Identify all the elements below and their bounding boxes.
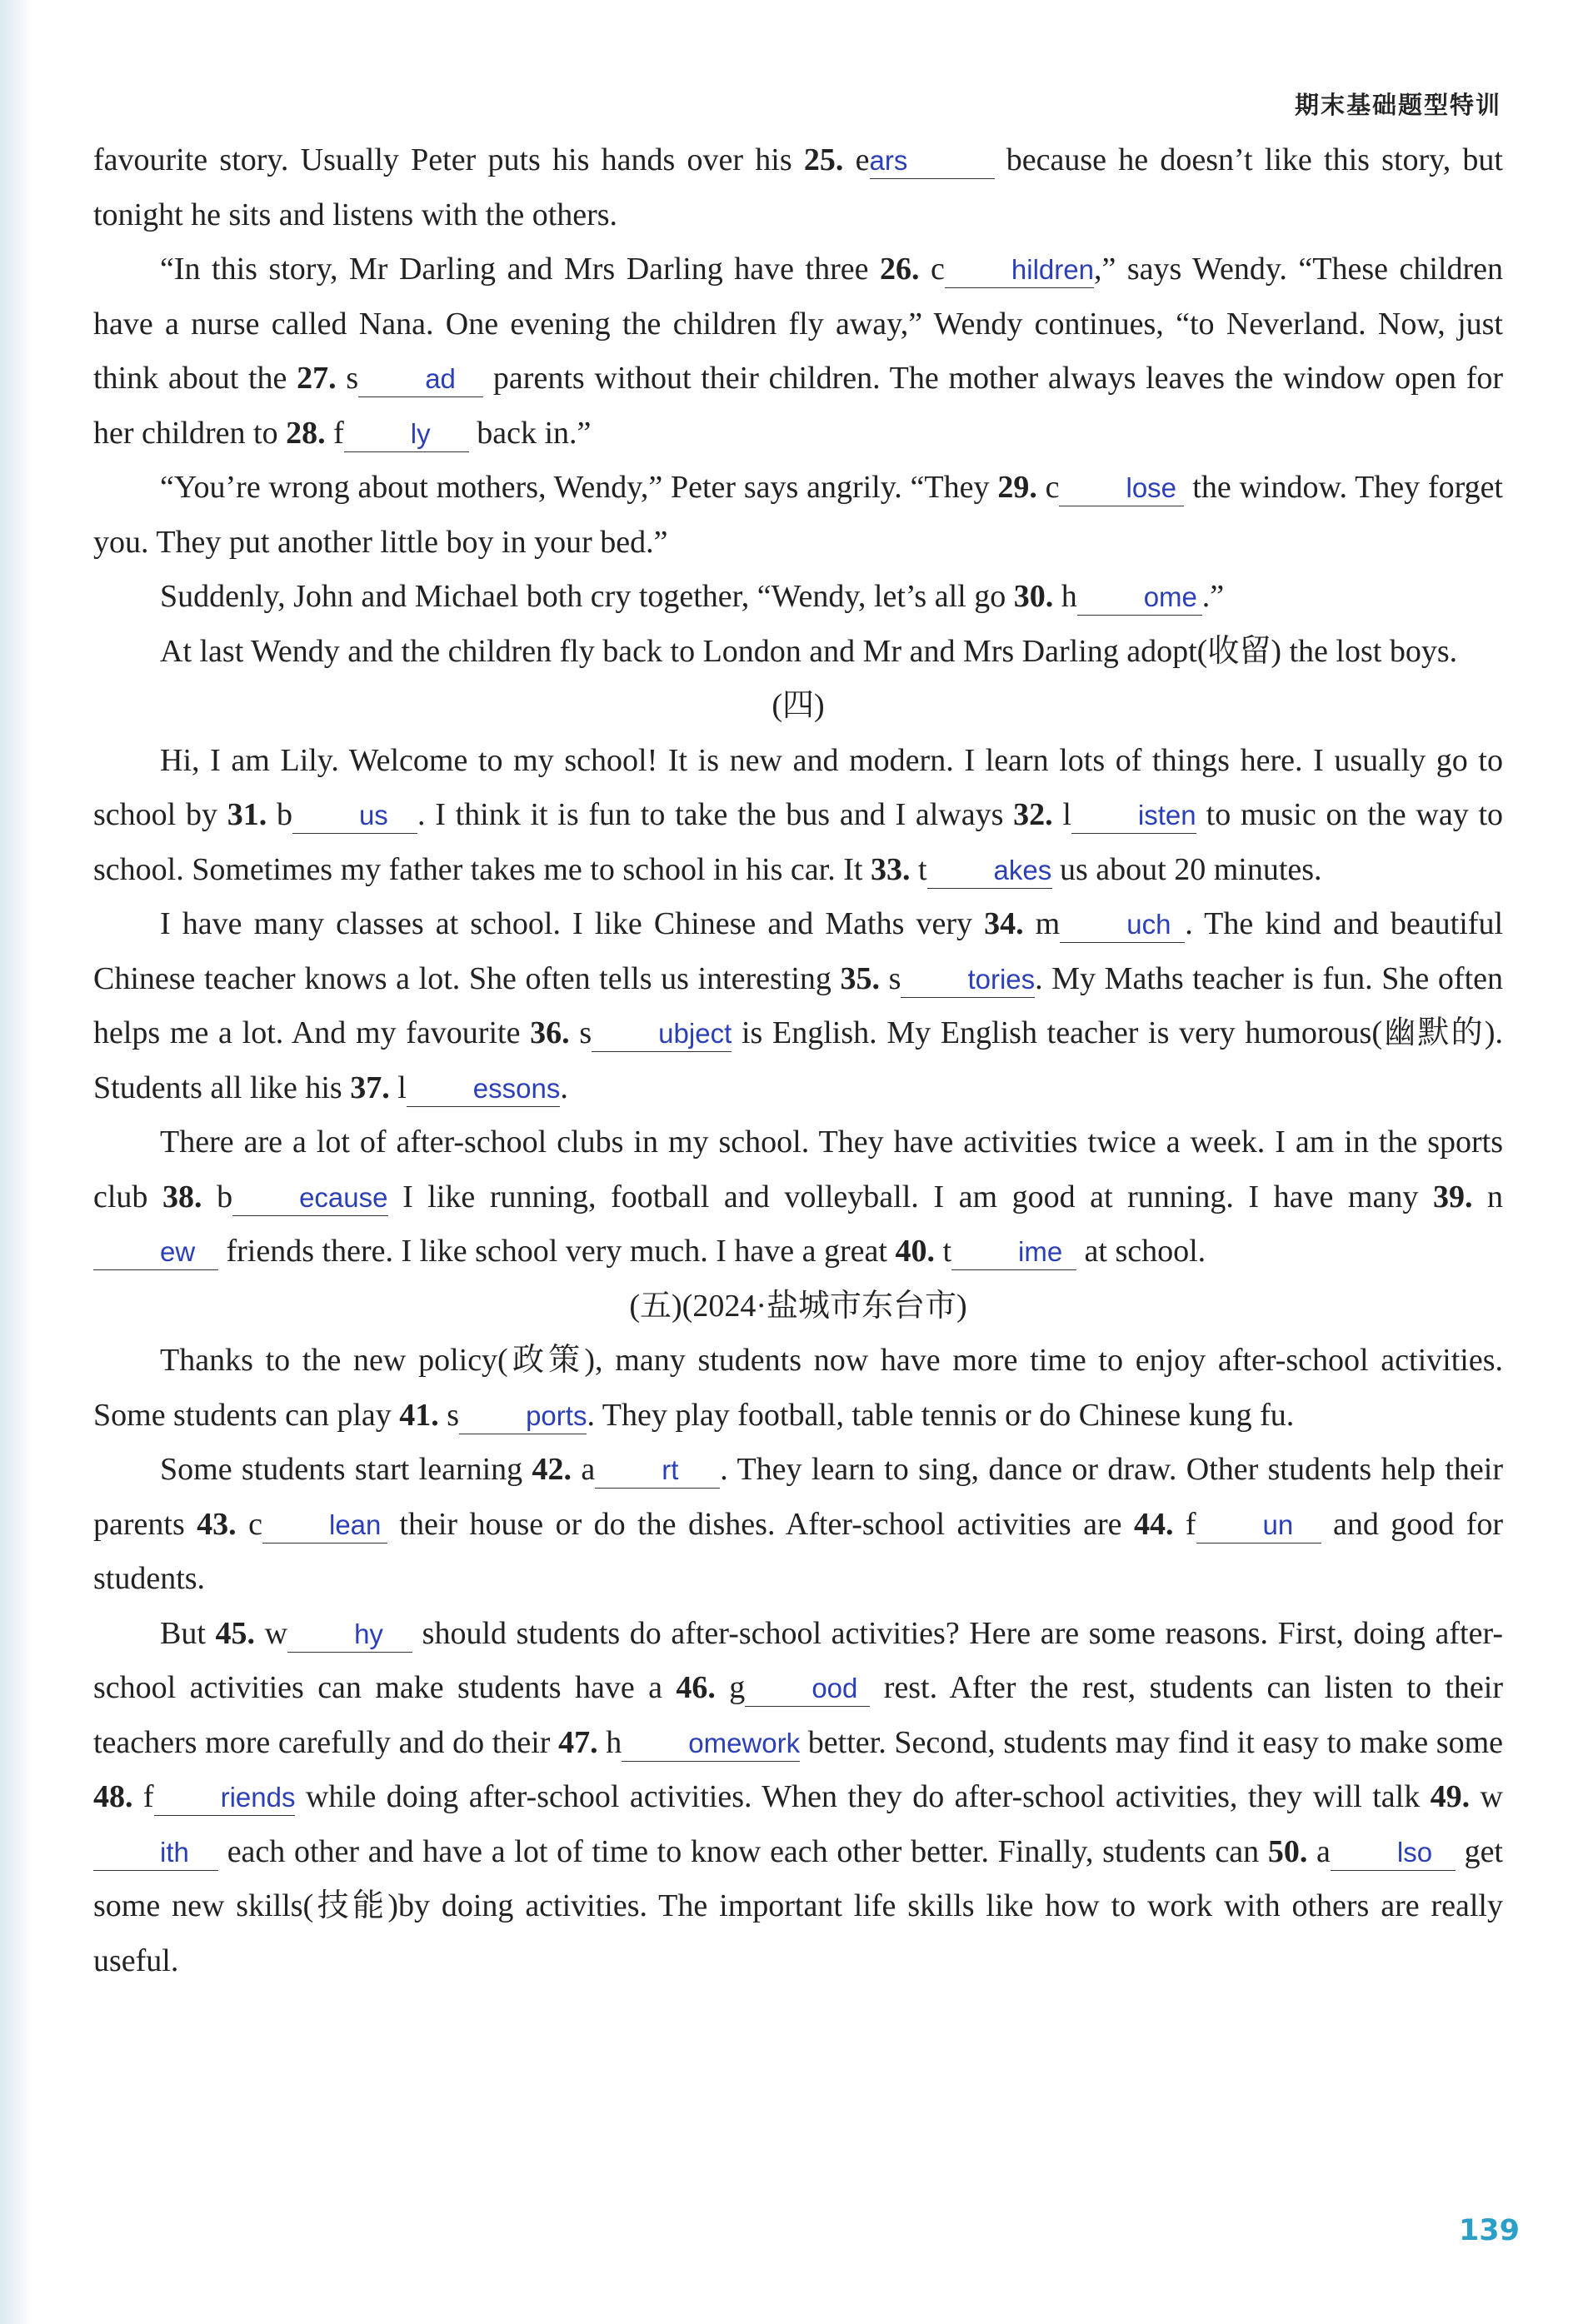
question-number: 39. [1432,1179,1473,1214]
filled-answer: hildren [1011,254,1094,285]
question-number: 27. [297,361,337,396]
question-number: 40. [895,1234,935,1269]
filled-answer: ime [1018,1236,1063,1267]
filled-answer: us [358,800,388,830]
first-letter-hint: s [569,1015,592,1050]
filled-answer: essons [472,1072,561,1104]
first-letter-hint: a [1307,1833,1331,1869]
section-title: (四) [772,688,825,723]
answer-blank[interactable] [622,1727,800,1762]
passage-text: parents without their children. The mother always leaves the window open for her children to [93,361,1503,451]
passage-text: is English. My English teacher is very humorous(幽默的). Students all like his [93,1015,1503,1105]
filled-answer: ubject [658,1018,732,1049]
first-letter-hint: f [1173,1506,1196,1542]
first-letter-hint: m [1023,906,1061,941]
filled-answer: tories [967,963,1036,995]
filled-answer: ome [1143,581,1197,612]
answer-blank[interactable] [459,1399,587,1434]
paragraph [93,461,1503,570]
first-letter-hint: l [1052,797,1071,832]
answer-blank[interactable] [1060,908,1185,943]
passage-text: But [160,1615,216,1651]
filled-answer: ood [811,1673,858,1703]
passage-text: . My Maths teacher is fun. She often helps me a lot. And my favourite [93,960,1503,1050]
first-letter-hint: s [880,960,901,996]
first-letter-hint: w [1470,1779,1504,1814]
passage-text: Some students start learning [160,1452,532,1487]
filled-answer: akes [993,854,1052,885]
first-letter-hint: g [715,1670,746,1705]
first-letter-hint: h [1053,579,1077,614]
question-number: 34. [984,906,1024,941]
filled-answer: ecause [299,1181,388,1213]
passage-text: rest. After the rest, students can listen to their teachers more carefully and do their [93,1670,1503,1760]
answer-blank[interactable] [595,1454,720,1489]
filled-answer: ad [425,363,456,394]
passage-text: because he doesn’t like this story, but tonight he sits and listens with the others. [93,142,1503,232]
answer-blank[interactable] [93,1836,218,1871]
answer-blank[interactable] [358,362,483,397]
question-number: 33. [870,851,911,887]
first-letter-hint: s [336,361,359,396]
first-letter-hint: w [255,1615,288,1651]
question-number: 38. [162,1179,202,1214]
first-letter-hint: c [1036,470,1060,505]
paragraph [93,1115,1503,1279]
answer-blank[interactable] [945,253,1094,288]
section-title: (五)(2024·盐城市东台市) [629,1288,967,1324]
paragraph [93,133,1503,242]
filled-answer: lso [1396,1836,1433,1868]
passage-text: Thanks to the new policy(政策), many students now have more time to enjoy after-school activities. Some students can play [93,1343,1503,1433]
passage-text: .” [1201,579,1225,614]
passage-text: . I think it is fun to take the bus and I always [417,797,1014,832]
paragraph [93,1334,1503,1443]
first-letter-hint: l [389,1070,407,1105]
first-letter-hint: t [934,1234,952,1269]
question-number: 28. [286,415,326,451]
answer-blank[interactable] [745,1672,870,1707]
answer-blank[interactable] [927,854,1052,889]
filled-answer: ly [410,417,431,449]
passage-text: . They play football, table tennis or do Chinese kung fu. [587,1397,1295,1433]
filled-answer: uch [1126,909,1171,940]
passage-text: at school. [1076,1234,1206,1269]
reading-passage [93,133,1503,1988]
filled-answer: ew [160,1236,196,1267]
first-letter-hint: c [919,252,945,287]
passage-text: . They learn to sing, dance or draw. Other students help their parents [93,1452,1503,1542]
answer-blank[interactable] [407,1072,561,1107]
passage-text: I like running, football and volleyball. I am good at running. I have many [387,1179,1433,1214]
filled-answer: lean [328,1509,382,1540]
filled-answer: hy [354,1618,383,1649]
filled-answer: rt [662,1454,679,1485]
answer-blank[interactable] [1331,1836,1456,1871]
paragraph [93,242,1503,461]
answer-blank[interactable] [592,1017,732,1052]
passage-text: the window. They forget you. They put another little boy in your bed.” [93,470,1503,560]
paragraph [93,734,1503,898]
question-number: 37. [350,1070,390,1105]
first-letter-hint: a [572,1452,596,1487]
answer-blank[interactable] [870,144,995,179]
passage-text: ,” says Wendy. “These children have a nurse called Nana. One evening the children fly away,” Wendy continues, “to Neverland. Now, just think about the [93,252,1503,396]
passage-text: “You’re wrong about mothers, Wendy,” Peter says angrily. “They [160,470,998,505]
passage-text: get some new skills(技能)by doing activities. The important life skills like how to work with others are really useful. [93,1833,1503,1978]
filled-answer: omework [688,1727,801,1758]
passage-text: while doing after-school activities. When they do after-school activities, they will talk [295,1779,1431,1814]
question-number: 50. [1267,1833,1308,1869]
passage-text: favourite story. Usually Peter puts his hands over his [93,142,804,177]
question-number: 32. [1013,797,1053,832]
first-letter-hint: t [910,851,927,887]
first-letter-hint: f [325,415,344,451]
paragraph [93,625,1503,680]
first-letter-hint: n [1472,1179,1504,1214]
answer-blank[interactable] [154,1781,296,1816]
passage-text: each other and have a lot of time to know each other better. Finally, students can [218,1833,1268,1869]
answer-blank[interactable] [93,1235,218,1270]
answer-blank[interactable] [287,1618,412,1653]
question-number: 29. [997,470,1037,505]
answer-blank[interactable] [1059,471,1184,506]
paragraph [93,570,1503,625]
answer-blank[interactable] [292,799,417,834]
passage-text: . The kind and beautiful Chinese teacher knows a lot. She often tells us interesting [93,906,1503,996]
answer-blank[interactable] [901,963,1035,998]
answer-blank[interactable] [1077,581,1202,616]
filled-answer: isten [1137,800,1196,830]
first-letter-hint: e [843,142,870,177]
passage-text: us about 20 minutes. [1051,851,1322,887]
passage-text: friends there. I like school very much. I have a great [218,1234,896,1269]
filled-answer: ith [160,1836,189,1868]
passage-text: At last Wendy and the children fly back to London and Mr and Mrs Darling adopt(收留) the lost boys. [160,633,1458,669]
first-letter-hint: s [438,1397,460,1433]
answer-blank[interactable] [262,1509,387,1544]
question-number: 47. [558,1724,598,1760]
paragraph [93,1607,1503,1989]
passage-text: and good for students. [93,1506,1504,1596]
first-letter-hint: h [597,1724,622,1760]
first-letter-hint: b [267,797,292,832]
question-number: 25. [803,142,844,177]
question-number: 36. [530,1015,570,1050]
passage-text: Suddenly, John and Michael both cry together, “Wendy, let’s all go [160,579,1014,614]
question-number: 45. [215,1615,256,1651]
passage-text: . [560,1070,568,1105]
question-number: 41. [399,1397,439,1433]
question-number: 26. [880,252,920,287]
answer-blank[interactable] [951,1235,1076,1270]
question-number: 42. [532,1452,572,1487]
page-number: 139 [1458,2214,1520,2247]
filled-answer: un [1262,1509,1294,1540]
question-number: 46. [676,1670,716,1705]
question-number: 31. [227,797,267,832]
passage-text: should students do after-school activities? Here are some reasons. First, doing after-school activities can make students have a [93,1615,1504,1705]
passage-text: better. Second, students may find it easy to make some [800,1724,1503,1760]
answer-blank[interactable] [344,417,469,452]
first-letter-hint: c [236,1506,262,1542]
paragraph [93,897,1503,1115]
question-number: 44. [1133,1506,1174,1542]
filled-answer: lose [1126,472,1177,503]
passage-text: I have many classes at school. I like Chinese and Maths very [160,906,985,941]
passage-text: back in.” [468,415,592,451]
filled-answer: ports [526,1399,587,1431]
question-number: 35. [840,960,881,996]
page-edge-shading [0,0,33,2324]
passage-text: their house or do the dishes. After-school activities are [387,1506,1134,1542]
answer-blank[interactable] [1196,1509,1321,1544]
question-number: 49. [1430,1779,1471,1814]
passage-text: to music on the way to school. Sometimes my father takes me to school in his car. It [93,797,1503,887]
answer-blank[interactable] [232,1181,387,1216]
passage-text: Hi, I am Lily. Welcome to my school! It is new and modern. I learn lots of things here. I usually go to school by [93,742,1503,832]
first-letter-hint: f [132,1779,154,1814]
first-letter-hint: b [202,1179,233,1214]
passage-text: “In this story, Mr Darling and Mrs Darling have three [160,252,881,287]
answer-blank[interactable] [1071,799,1196,834]
passage-text: There are a lot of after-school clubs in my school. They have activities twice a week. I am in the sports club [93,1125,1503,1214]
question-number: 48. [93,1779,133,1814]
paragraph [93,1443,1503,1607]
question-number: 30. [1013,579,1054,614]
question-number: 43. [197,1506,237,1542]
section-header: 期末基础题型特训 [1294,91,1501,119]
filled-answer: ars [869,145,908,176]
filled-answer: riends [220,1782,296,1813]
